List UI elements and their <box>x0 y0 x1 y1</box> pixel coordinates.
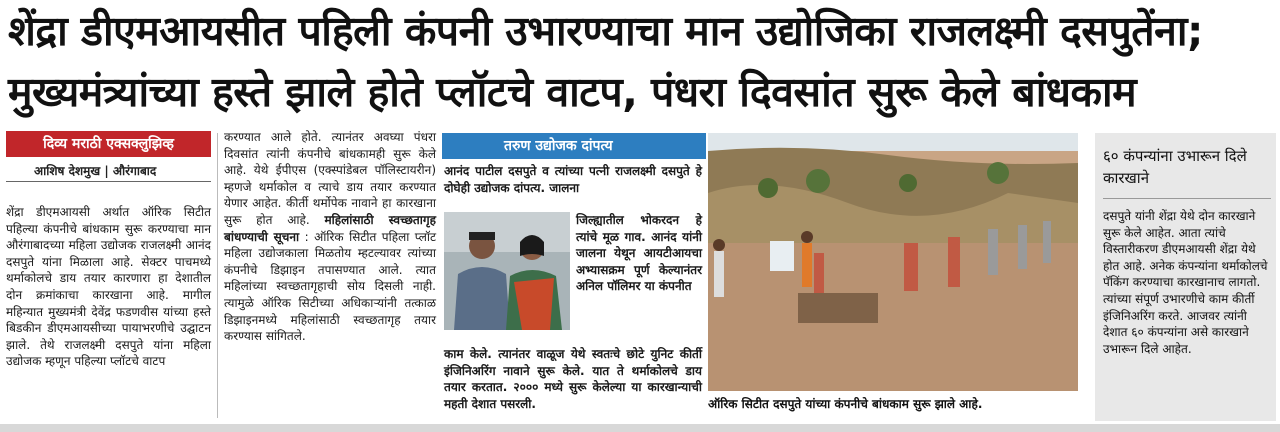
sidebar-text: दसपुते यांनी शेंद्रा येथे दोन कारखाने सुरू केले आहेत. आता त्यांचे विस्तारीकरण डीएमआयसी शेंद्रा येथे होत आहे. अनेक कंपन्यांना थर्माकोलचे पॅकिंग करण्याचा कारखानाच लागतो. त्यांच्या संपूर्ण उभारणीचे काम कीर्ती इंजिनिअरिंग करते. आजवर त्यांनी देशात ६० कंपन्यांना असे कारखाने उभारून दिले आहेत. <box>1103 209 1268 356</box>
byline: आशिष देशमुख | औरंगाबाद <box>34 164 157 178</box>
couple-photo-illustration <box>444 212 570 330</box>
column-3-intro: आनंद पाटील दसपुते व त्यांच्या पत्नी राजलक्ष्मी दसपुते हे दोघेही उद्योजक दांपत्य. जालना <box>444 164 702 195</box>
sidebar-rule <box>1103 198 1271 199</box>
column-2-text-1: करण्यात आले होते. त्यानंतर अवघ्या पंधरा दिवसांत त्यांनी कंपनीचे बांधकामही सुरू केले आहे. येथे ईपीएस (एक्स्पांडेबल पॉलिस्टायरीन) म्हणजे थर्माकोल व त्याचे डाय तयार करण्यात येणार आहेत. कीर्ती थर्मोपेक नावाने हा कारखाना सुरू होत आहे. <box>224 130 436 227</box>
column-3-text: काम केले. त्यानंतर वाळूज येथे स्वतःचे छोटे युनिट कीर्ती इंजिनिअरिंग नावाने सुरू केले. यात ते थर्माकोलचे डाय तयार करतात. २००० मध्ये सुरू केलेल्या या कारखान्याची महती देशात पसरली. <box>444 347 702 411</box>
column-3-side-text: जिल्ह्यातील भोकरदन हे त्यांचे मूळ गाव. आनंद यांनी जालना येथून आयटीआयचा अभ्यासक्रम पूर्ण केल्यानंतर अनिल पॉलिमर या कंपनीत <box>576 213 702 294</box>
sidebar-title: ६० कंपन्यांना उभारून दिले कारखाने <box>1103 147 1247 187</box>
photo-caption: ऑरिक सिटीत दसपुते यांच्या कंपनीचे बांधकाम सुरू झाले आहे. <box>708 397 983 411</box>
bottom-strip <box>0 424 1280 432</box>
column-2-subhead: महिलांसाठी स्वच्छतागृह बांधण्याची सूचना <box>224 212 436 244</box>
construction-photo-illustration <box>708 133 1078 391</box>
section-band-title: तरुण उद्योजक दांपत्य <box>442 133 706 159</box>
construction-photo <box>708 133 1078 391</box>
column-2 <box>224 129 436 345</box>
column-divider <box>217 133 218 418</box>
column-2-text-2: : ऑरिक सिटीत पहिला प्लॉट महिला उद्योजकाला मिळतोय म्हटल्यावर त्यांच्या कंपनीचे डिझाइन तपासण्यात आले. त्यात महिलांच्या स्वच्छतागृहाची सोय दिसली नाही. त्यामुळे ऑरिक सिटीच्या अधिकाऱ्यांनी तत्काळ डिझाइनमध्ये महिलांसाठी स्वच्छतागृह तयार करण्यास सांगितले. <box>224 229 436 344</box>
exclusive-badge: दिव्य मराठी एक्सक्लुझिव्ह <box>6 131 211 157</box>
byline-rule <box>6 181 211 182</box>
headline-line-1: शेंद्रा डीएमआयसीत पहिली कंपनी उभारण्याचा मान उद्योजिका राजलक्ष्मी दसपुतेंना; <box>8 7 1203 55</box>
column-1-text: शेंद्रा डीएमआयसी अर्थात ऑरिक सिटीत पहिल्या कंपनीचे बांधकाम सुरू करण्याचा मान औरंगाबादच्या महिला उद्योजक राजलक्ष्मी आनंद दसपुते यांना मिळाला आहे. सेक्टर पाचमध्ये थर्माकोलचे डाय तयार कारणारा हा देशातील दोन क्रमांकाचा कारखाना आहे. मागील महिन्यात मुख्यमंत्री देवेंद्र फडणवीस यांच्या हस्ते बिडकीन डीएमआयसीच्या पायाभरणीचे उद्घाटन झाले. तेथे राजलक्ष्मी दसपुते यांना महिला उद्योजक म्हणून पहिल्या प्लॉटचे वाटप <box>6 205 211 369</box>
headline-line-2: मुख्यमंत्र्यांच्या हस्ते झाले होते प्लॉटचे वाटप, पंधरा दिवसांत सुरू केले बांधकाम <box>8 68 1137 116</box>
couple-photo <box>444 212 570 330</box>
